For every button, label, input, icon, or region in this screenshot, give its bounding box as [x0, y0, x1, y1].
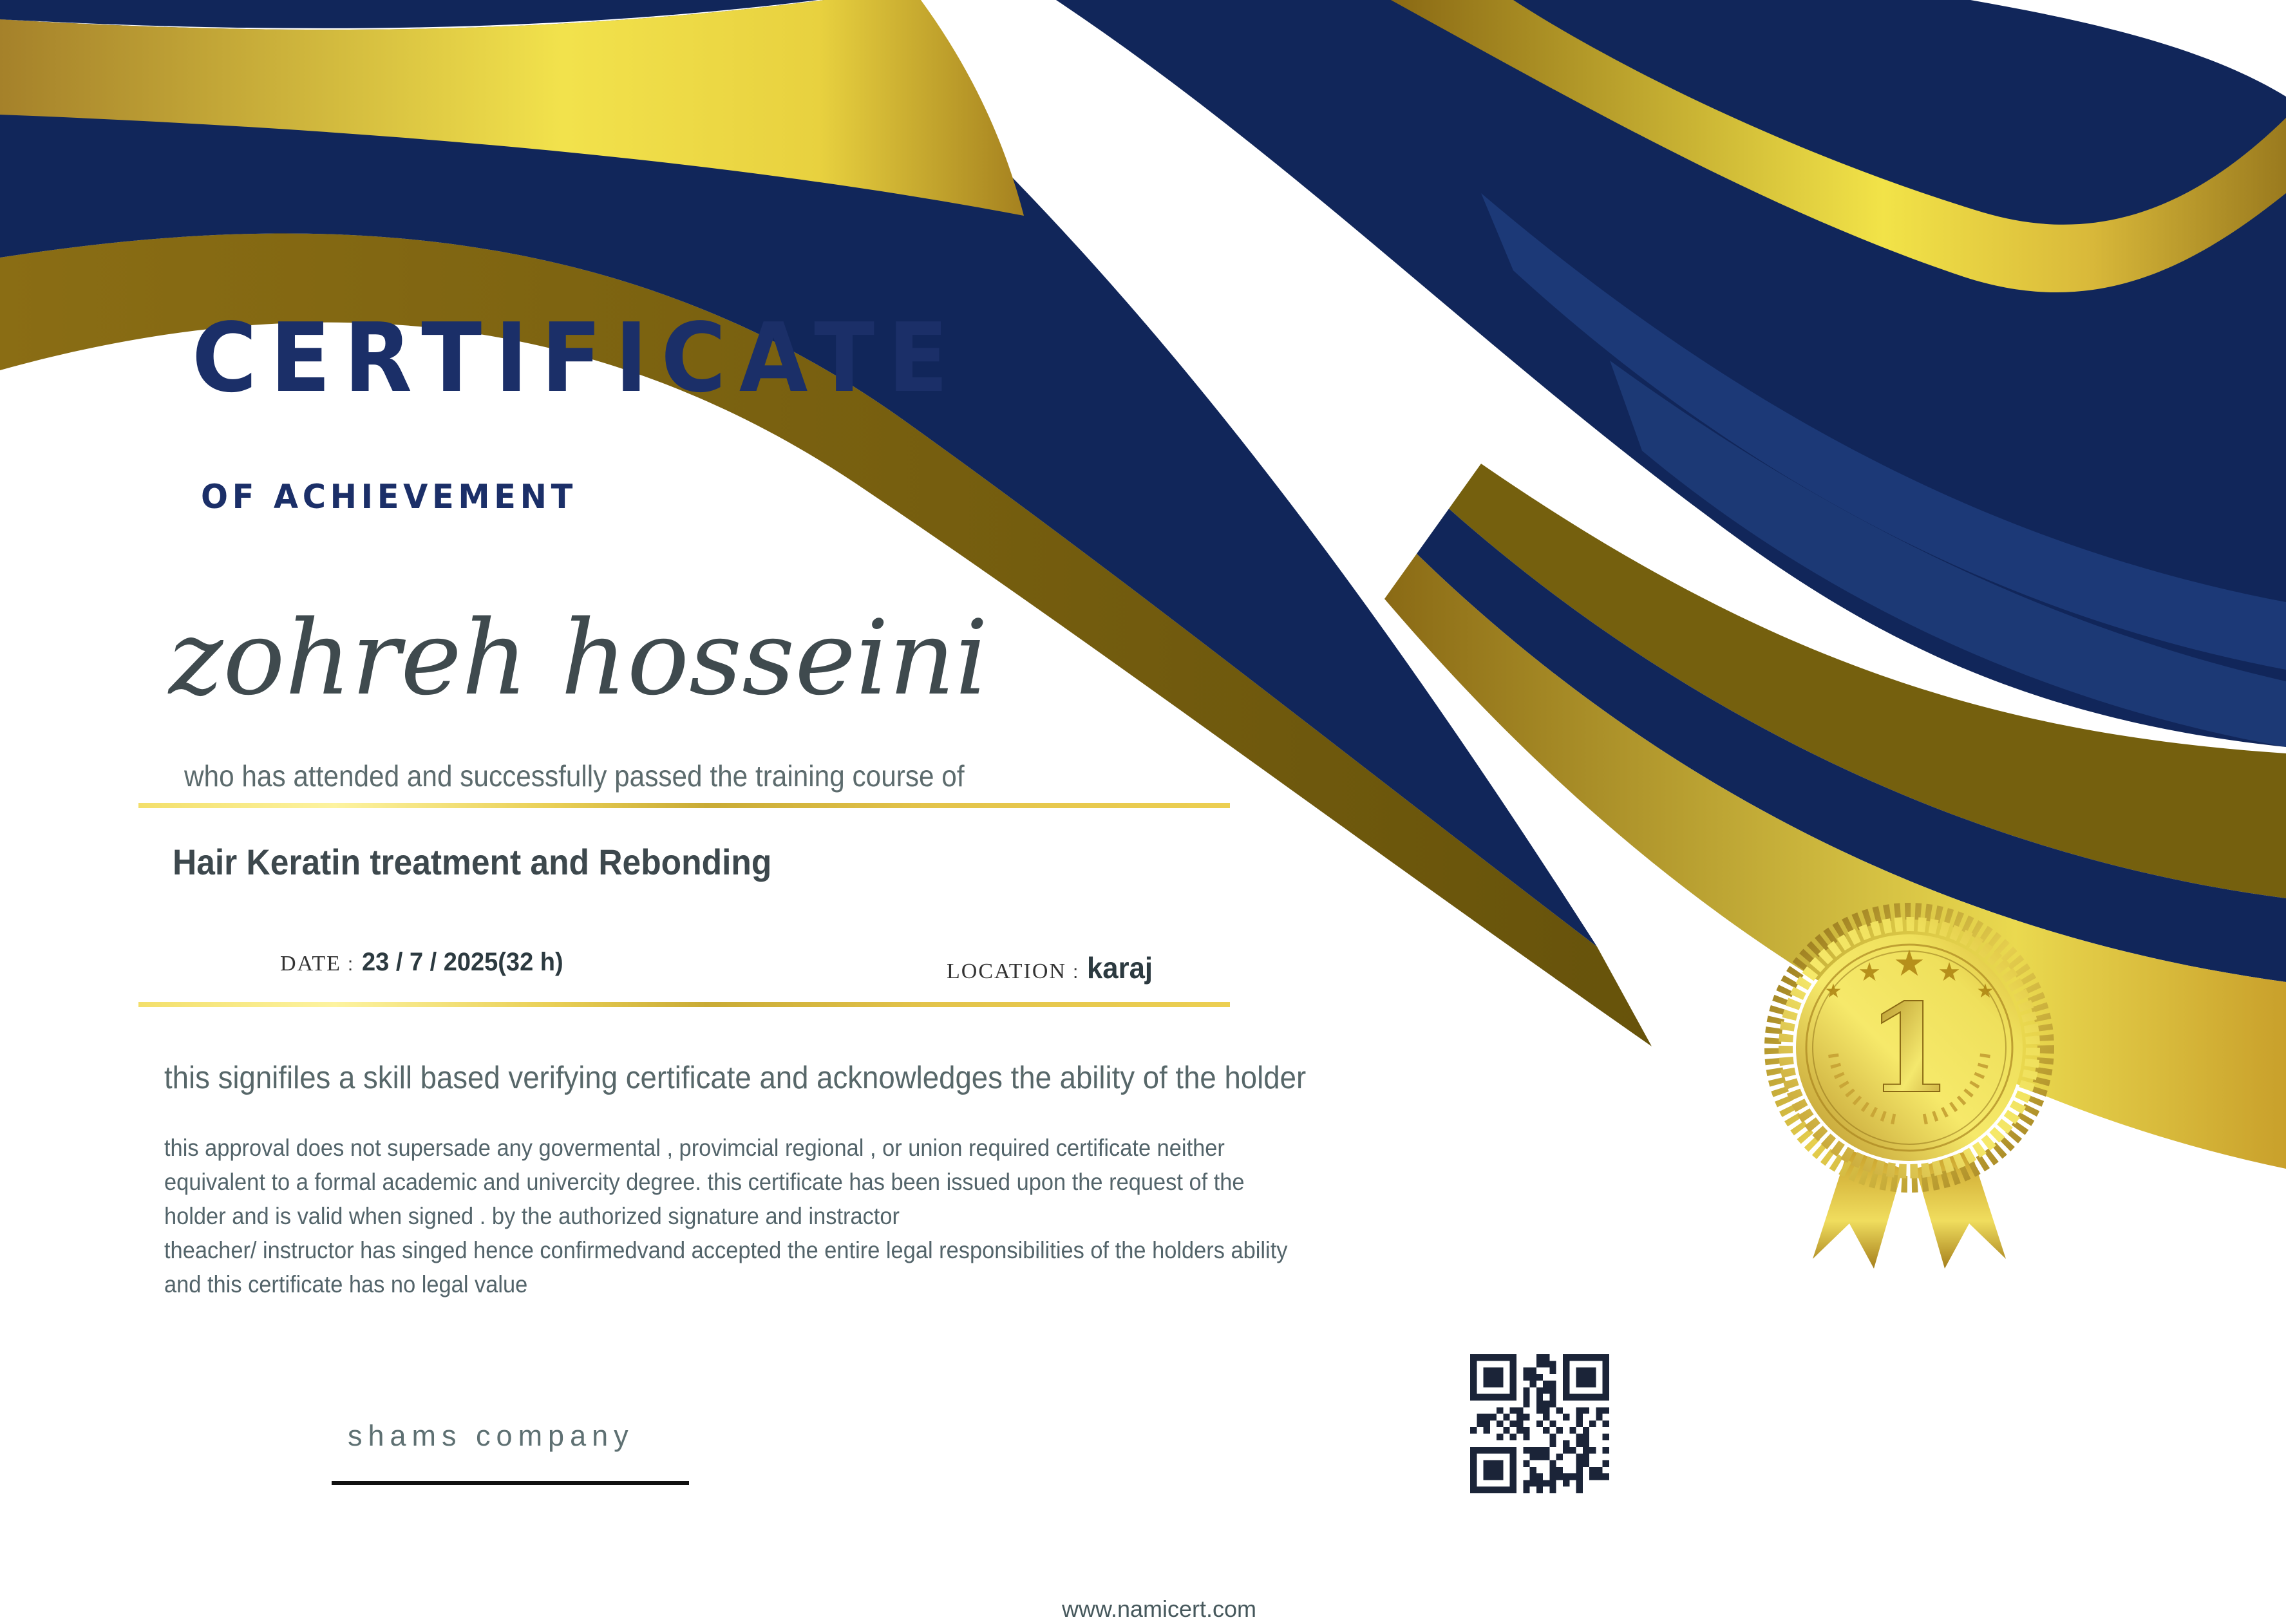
disclaimer-line: this approval does not supersade any govermental , provimcial regional , or union required certificate neither — [164, 1135, 1225, 1161]
medal-face — [1773, 911, 2046, 1184]
certificate-title: CERTIFICATE — [192, 303, 961, 413]
medal-rank-number: 1 — [1866, 977, 1952, 1120]
date-separator: : — [347, 954, 354, 975]
medal-ribbons — [1813, 1149, 2006, 1269]
date-value: 23 / 7 / 2025(32 h) — [362, 948, 563, 976]
issuer-signature-line — [332, 1481, 689, 1485]
website-url: www.namicert.com — [1061, 1596, 1257, 1622]
svg-text:★: ★ — [1858, 958, 1881, 987]
recipient-name: zohreh hosseini — [169, 598, 988, 718]
gold-medal-badge — [1752, 898, 2067, 1285]
qr-code — [1470, 1354, 1609, 1493]
location-value: karaj — [1087, 951, 1153, 985]
svg-text:★: ★ — [1824, 980, 1842, 1003]
course-title: Hair Keratin treatment and Rebonding — [173, 842, 772, 882]
location-row — [947, 950, 1157, 985]
certificate-subtitle: OF ACHIEVEMENT — [201, 478, 577, 516]
disclaimer-line: and this certificate has no legal value — [164, 1271, 528, 1298]
statement-disclaimer — [164, 1131, 1482, 1301]
disclaimer-line: theacher/ instructor has singed hence confirmedvand accepted the entire legal responsibilities of the holders ability — [164, 1237, 1288, 1263]
disclaimer-line: equivalent to a formal academic and univercity degree. this certificate has been issued upon the request of the — [164, 1169, 1245, 1195]
statement-headline: this signifiles a skill based verifying certificate and acknowledges the ability of the holder — [164, 1061, 1307, 1095]
gold-divider-bottom — [138, 1002, 1230, 1007]
svg-text:★: ★ — [1938, 958, 1961, 987]
issuer-company-name: shams company — [348, 1419, 634, 1452]
date-label: DATE — [280, 952, 341, 976]
gold-divider-top — [138, 803, 1230, 808]
recipient-intro-text: who has attended and successfully passed the training course of — [184, 759, 965, 793]
svg-text:★: ★ — [1893, 943, 1926, 985]
date-row — [280, 948, 574, 977]
disclaimer-line: holder and is valid when signed . by the authorized signature and instractor — [164, 1203, 900, 1229]
location-separator: : — [1072, 961, 1079, 983]
location-label: LOCATION — [947, 959, 1066, 983]
svg-text:★: ★ — [1976, 980, 1994, 1003]
